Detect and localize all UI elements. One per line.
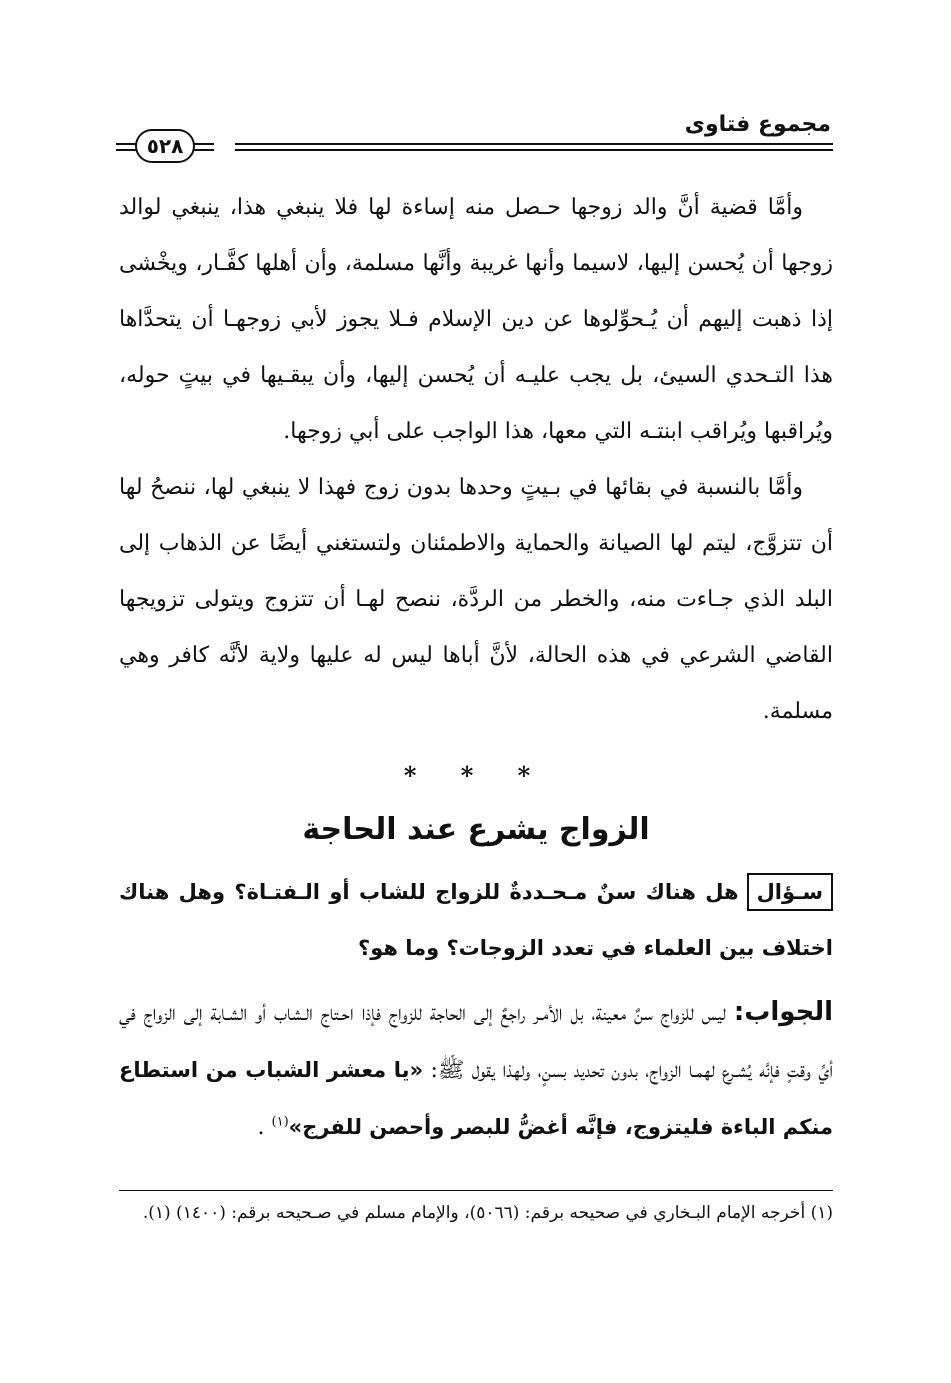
- paragraph: [119, 460, 833, 740]
- footnote: (١) أخرجه الإمام البـخاري في صحيحه برقم: (٥٠٦٦)، والإمام مسلم في صـحيحه برقم: (١٤٠٠) (١).: [142, 1203, 833, 1223]
- header-rule: [235, 143, 833, 145]
- paragraph-text: وأمَّا بالنسبة في بقائها في بـيتٍ وحدها بدون زوج فهذا لا ينبغي لها، ننصحُ لها أن تتزوَّج، ليتم لها الصيانة والحماية والاطمئنان ولتستغني أيضًا عن الذهاب إلى البلد الذي جـاءت منه، والخطر من الردَّة، ننصح لهـا أن تتزوج ويتولى تزويجها القاضي الشرعي في هذه الحالة، لأنَّ أباها ليس له عليها ولاية لأنَّه كافر وهي مسلمة.: [119, 475, 833, 724]
- answer-text: ليس للزواج سنٌ معينة، بل الأمـر راجعٌ إلى الحاجة للزواج فإذا احـتاج الـشاب أو الشـابة إلى الزواج في أيِّ وقتٍ فإنَّه يُشـرع لهمـا الزواج، بدون تحديد بسنٍ، ولهذا يقول ﷺ:: [119, 1001, 833, 1083]
- footnote-reference: (١): [271, 1114, 289, 1130]
- answer-end: .: [257, 1115, 272, 1140]
- question-text: هل هناك سنٌ مـحـددةٌ للزواج للشاب أو الـفتـاة؟ وهل هناك اختلاف بين العلماء في تعدد الزوجات؟ وما هو؟: [119, 880, 833, 960]
- answer: [119, 984, 833, 1156]
- section-separator: * * *: [403, 761, 549, 790]
- main-content: [119, 180, 833, 1156]
- page-number-badge: [116, 128, 214, 164]
- answer-label: الجواب:: [733, 997, 833, 1027]
- header-rule: [235, 149, 833, 151]
- question-label: سـؤال: [747, 873, 833, 911]
- paragraph: [119, 180, 833, 460]
- book-title: مجموع فتاوى: [684, 112, 831, 137]
- paragraph-text: وأمَّا قضية أنَّ والد زوجها حـصل منه إساءة لها فلا ينبغي هذا، ينبغي لوالد زوجها أن يُحسن إليها، لاسيما وأنها غريبة وأنَّها مسلمة، وأن أهلها كفَّـار، ويخْشى إذا ذهبت إليهم أن يُـحوِّلوها عن دين الإسلام فـلا يجوز لأبي زوجهـا أن يتحدَّاها هذا التـحدي السيئ، بل يجب عليـه أن يُحسن إليها، وأن يبقـيها في بيتٍ حوله، ويُراقبها ويُراقب ابنتـه التي معها، هذا الواجب على أبي زوجها.: [119, 195, 833, 444]
- section-title: الزواج يشرع عند الحاجة: [302, 812, 650, 847]
- footnote-divider: [119, 1190, 833, 1191]
- question: [119, 864, 833, 976]
- page-number: ٥٢٨: [135, 129, 196, 163]
- hadith-quote: «يا معشر الشباب من استطاع منكم الباءة فليتزوج، فإنَّه أغضُّ للبصر وأحصن للفرج»: [119, 1058, 833, 1139]
